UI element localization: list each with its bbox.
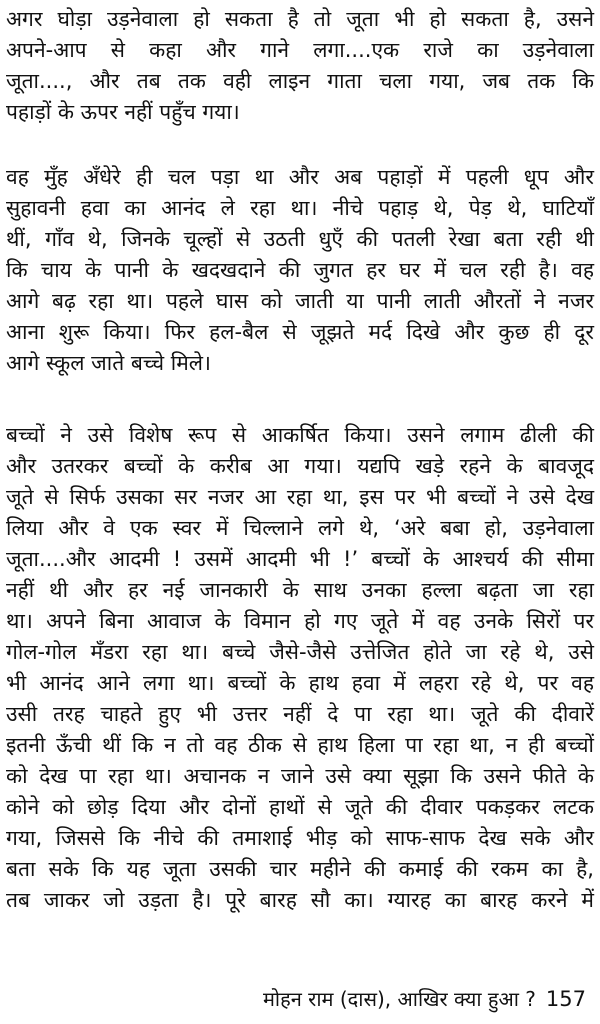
paragraph-2 (6, 162, 594, 379)
text-line: बता सके कि यह जूता उसकी चार महीने की कमाई की रकम का है, (6, 857, 594, 881)
text-line: जूता....और आदमी ! उसमें आदमी भी !’ बच्चों के आश्चर्य की सीमा (6, 547, 594, 571)
text-line: भी आनंद आने लगा था। बच्चों के हाथ हवा में लहरा रहे थे, पर वह (6, 671, 594, 695)
text-line: था। अपने बिना आवाज के विमान हो गए जूते में वह उनके सिरों पर (6, 609, 594, 633)
text-line: तब जाकर जो उड़ता है। पूरे बारह सौ का। ग्यारह का बारह करने में (6, 888, 594, 912)
text-line: इतनी ऊँची थीं कि न तो वह ठीक से हाथ हिला पा रहा था, न ही बच्चों (6, 733, 594, 757)
text-line: आना शुरू किया। फिर हल-बैल से जूझते मर्द दिखे और कुछ ही दूर (6, 320, 594, 344)
text-line: आगे बढ़ रहा था। पहले घास को जाती या पानी लाती औरतों ने नजर (6, 289, 594, 313)
text-line: थीं, गाँव थे, जिनके चूल्हों से उठती धुएँ की पतली रेखा बता रही थी (6, 227, 594, 251)
text-line: जूता...., और तब तक वही लाइन गाता चला गया, जब तक कि (6, 69, 594, 93)
text-line: को देख पा रहा था। अचानक न जाने उसे क्या सूझा कि उसने फीते के (6, 764, 594, 788)
page-number: 157 (545, 987, 586, 1011)
text-line: जूते से सिर्फ उसका सर नजर आ रहा था, इस पर भी बच्चों ने उसे देख (6, 485, 594, 509)
text-line: कि चाय के पानी के खदखदाने की जुगत हर घर में चल रही है। वह (6, 258, 594, 282)
text-line: गोल-गोल मँडरा रहा था। बच्चे जैसे-जैसे उत्तेजित होते जा रहे थे, उसे (6, 640, 594, 664)
text-line: और उतरकर बच्चों के करीब आ गया। यद्यपि खड़े रहने के बावजूद (6, 454, 594, 478)
text-line: बच्चों ने उसे विशेष रूप से आकर्षित किया। उसने लगाम ढीली की (6, 423, 594, 447)
text-line: कोने को छोड़ दिया और दोनों हाथों से जूते की दीवार पकड़कर लटक (6, 795, 594, 819)
text-line: अपने-आप से कहा और गाने लगा....एक राजे का उड़नेवाला (6, 38, 594, 62)
text-line: वह मुँह अँधेरे ही चल पड़ा था और अब पहाड़ों में पहली धूप और (6, 165, 594, 189)
text-line: उसी तरह चाहते हुए भी उत्तर नहीं दे पा रहा था। जूते की दीवारें (6, 702, 594, 726)
running-title: मोहन राम (दास), आखिर क्या हुआ ? (262, 987, 536, 1011)
page-footer (263, 984, 586, 1014)
text-line: नहीं थी और हर नई जानकारी के साथ उनका हल्ला बढ़ता जा रहा (6, 578, 594, 602)
text-line: गया, जिससे कि नीचे की तमाशाई भीड़ को साफ-साफ देख सके और (6, 826, 594, 850)
paragraph-3 (6, 420, 594, 916)
text-line: सुहावनी हवा का आनंद ले रहा था। नीचे पहाड़ थे, पेड़ थे, घाटियाँ (6, 196, 594, 220)
text-line: अगर घोड़ा उड़नेवाला हो सकता है तो जूता भी हो सकता है, उसने (6, 7, 594, 31)
text-line: आगे स्कूल जाते बच्चे मिले। (6, 351, 211, 375)
text-line: लिया और वे एक स्वर में चिल्लाने लगे थे, ‘अरे बबा हो, उड़नेवाला (6, 516, 594, 540)
paragraph-1 (6, 4, 594, 128)
text-line: पहाड़ों के ऊपर नहीं पहुँच गया। (6, 100, 240, 124)
